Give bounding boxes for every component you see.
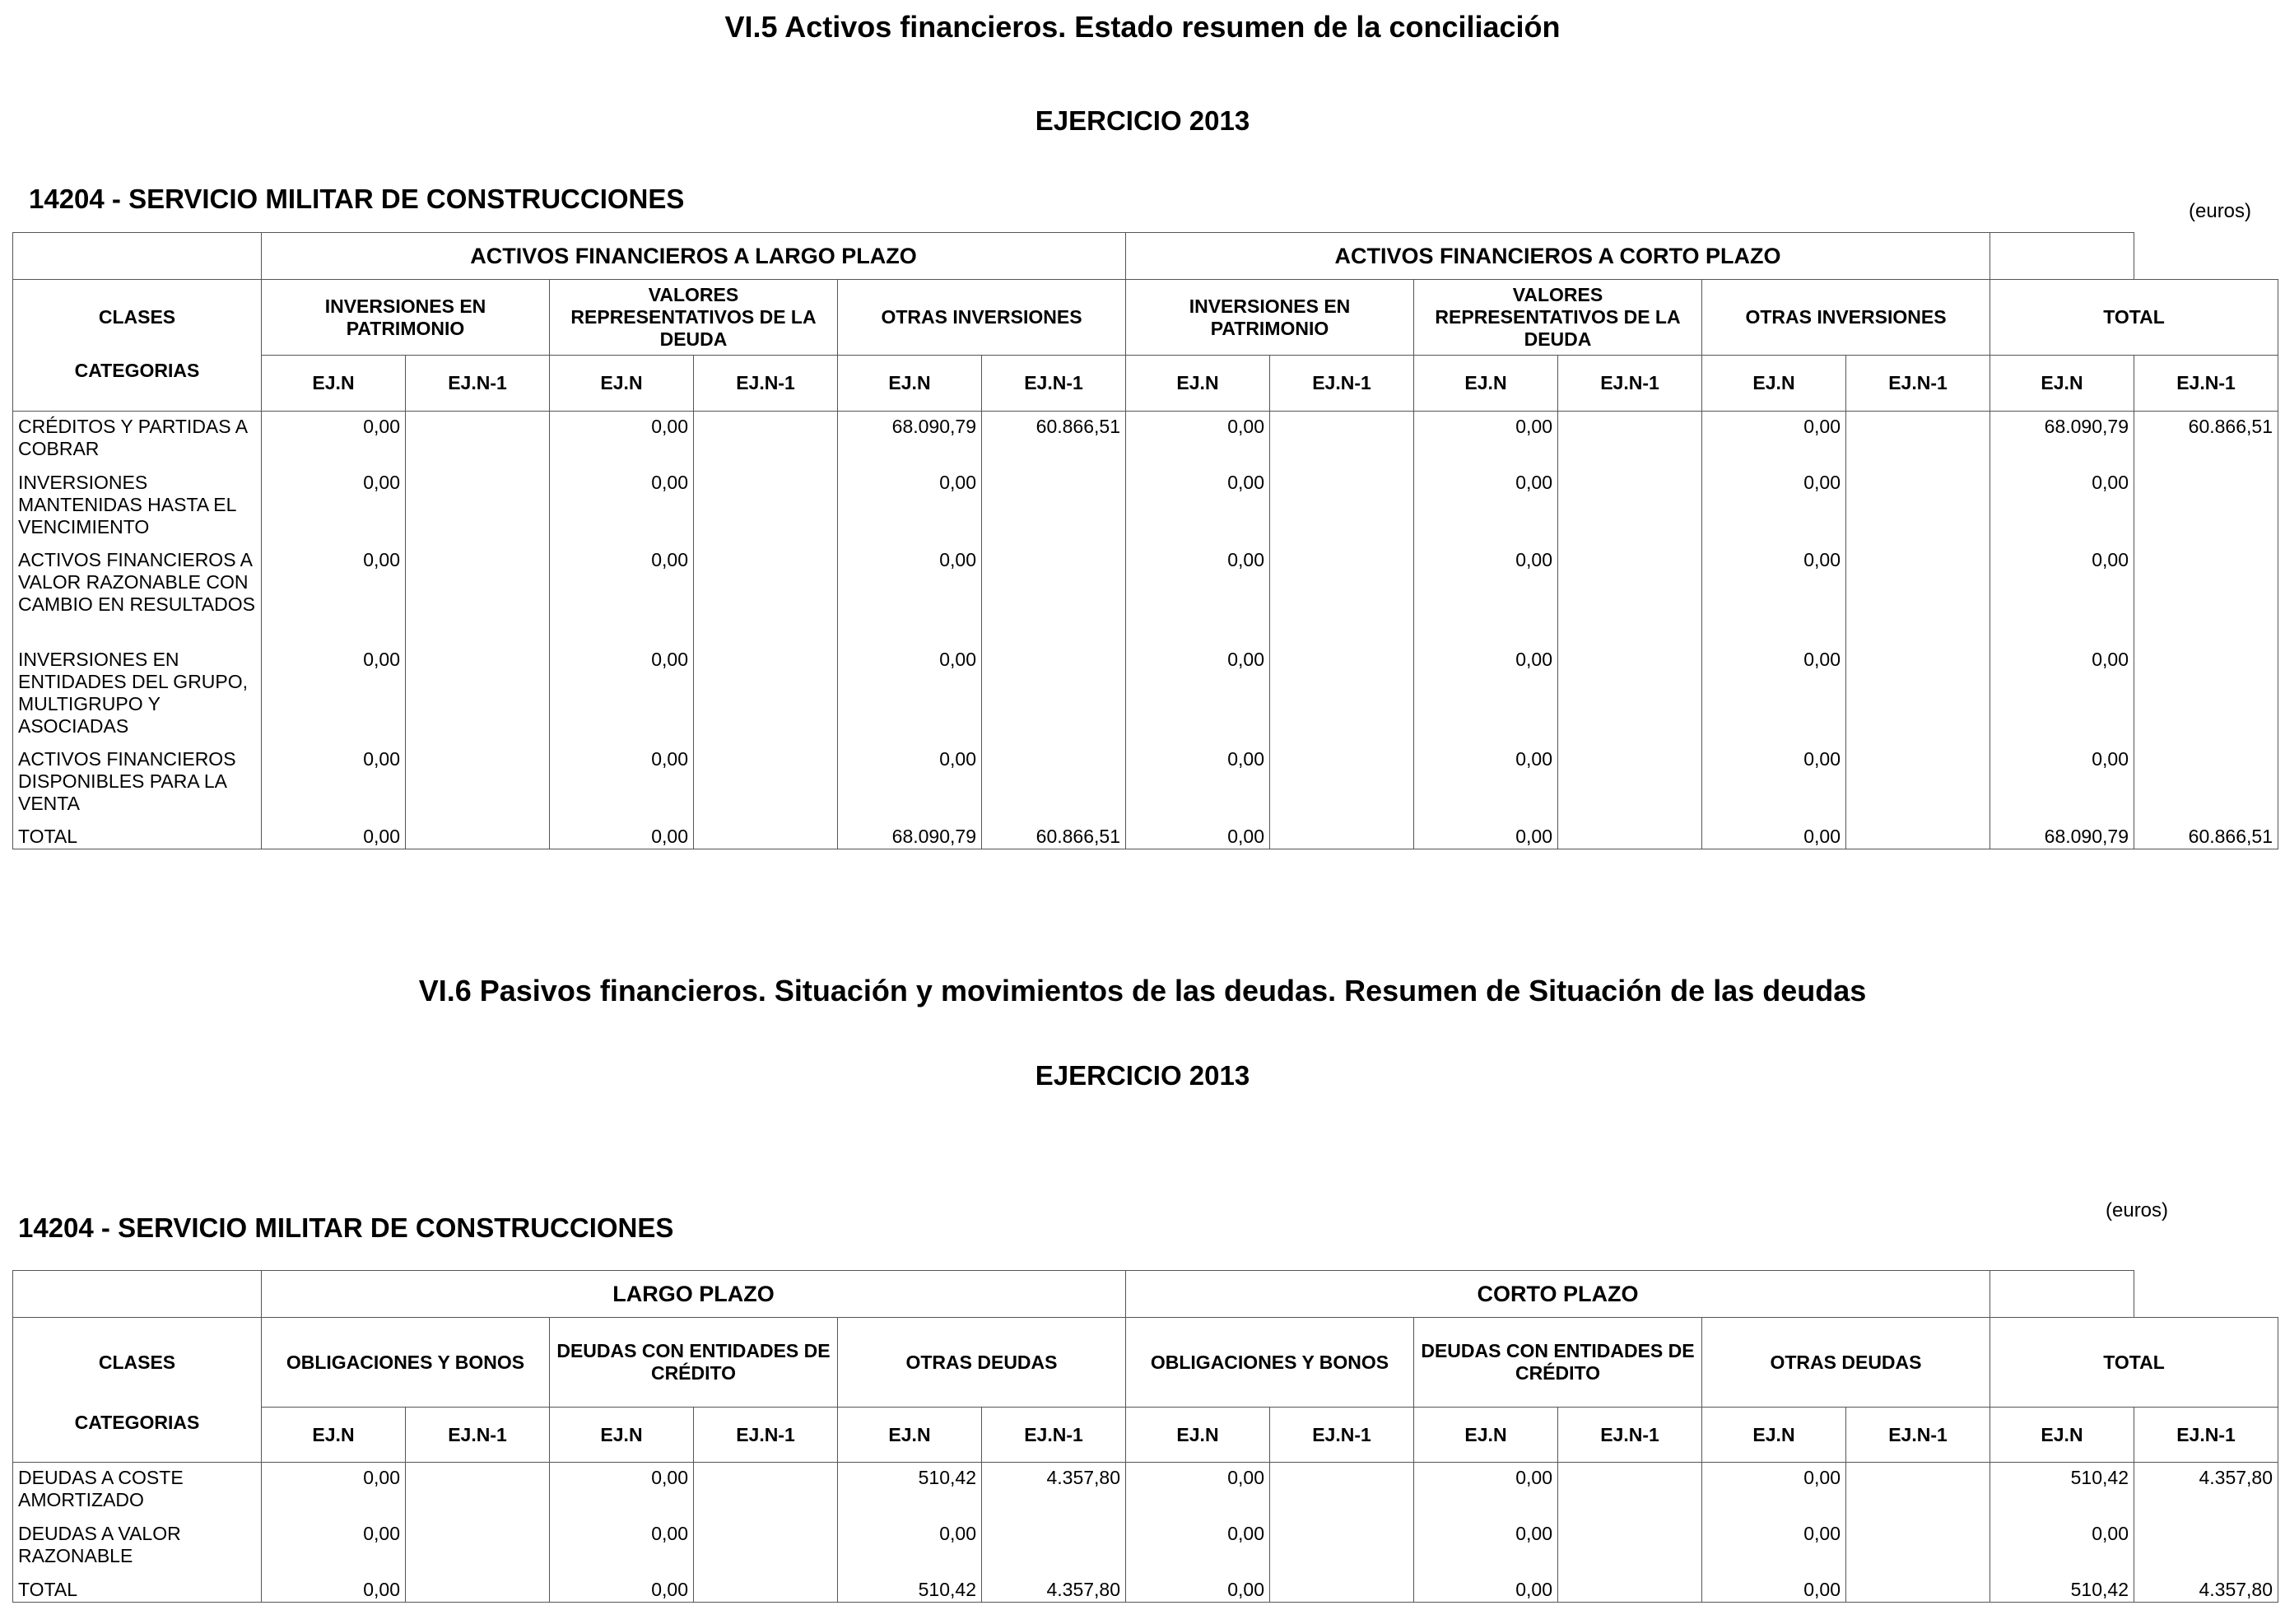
value-cell [1846, 545, 1990, 644]
value-cell [1558, 821, 1702, 849]
value-cell [1270, 1519, 1414, 1575]
value-cell [1270, 644, 1414, 744]
value-cell: 510,42 [1990, 1463, 2134, 1519]
value-cell: 0,00 [550, 744, 694, 821]
table-row [13, 1575, 2278, 1603]
value-cell: 0,00 [1702, 545, 1846, 644]
value-cell [406, 744, 550, 821]
corner-cell [13, 1271, 262, 1318]
group-header-corto-plazo: CORTO PLAZO [1126, 1271, 1990, 1318]
value-cell: 0,00 [838, 644, 982, 744]
row-label: INVERSIONES MANTENIDAS HASTA EL VENCIMIENTO [13, 468, 262, 545]
value-cell [982, 468, 1126, 545]
period-header: EJ.N-1 [694, 1408, 838, 1463]
value-cell: 60.866,51 [982, 412, 1126, 468]
value-cell: 68.090,79 [838, 412, 982, 468]
value-cell [1846, 1519, 1990, 1575]
value-cell [2134, 1519, 2278, 1575]
group-header-largo-plazo: LARGO PLAZO [262, 1271, 1126, 1318]
value-cell: 4.357,80 [2134, 1463, 2278, 1519]
class-header: DEUDAS CON ENTIDADES DE CRÉDITO [1414, 1318, 1702, 1408]
value-cell [694, 545, 838, 644]
value-cell: 0,00 [550, 412, 694, 468]
value-cell: 0,00 [262, 744, 406, 821]
period-header: EJ.N-1 [982, 1408, 1126, 1463]
value-cell [1558, 644, 1702, 744]
row-label: TOTAL [13, 1575, 262, 1603]
class-header-total: TOTAL [1990, 280, 2278, 356]
value-cell: 0,00 [550, 644, 694, 744]
value-cell: 0,00 [262, 1519, 406, 1575]
period-header: EJ.N [1126, 356, 1270, 412]
value-cell [1270, 468, 1414, 545]
value-cell [694, 412, 838, 468]
value-cell [1846, 744, 1990, 821]
value-cell [982, 1519, 1126, 1575]
value-cell: 4.357,80 [982, 1575, 1126, 1603]
value-cell [1846, 468, 1990, 545]
period-header: EJ.N [1702, 1408, 1846, 1463]
value-cell: 68.090,79 [1990, 821, 2134, 849]
total-group-header [1990, 1271, 2134, 1318]
value-cell [694, 1519, 838, 1575]
value-cell [1558, 1575, 1702, 1603]
value-cell: 60.866,51 [982, 821, 1126, 849]
table-row [13, 644, 2278, 744]
class-header: OTRAS DEUDAS [1702, 1318, 1990, 1408]
value-cell: 0,00 [1126, 1463, 1270, 1519]
period-header: EJ.N-1 [1846, 356, 1990, 412]
period-header: EJ.N [1414, 356, 1558, 412]
class-header: OTRAS DEUDAS [838, 1318, 1126, 1408]
table-row [13, 412, 2278, 468]
period-header: EJ.N [1414, 1408, 1558, 1463]
value-cell [1558, 1519, 1702, 1575]
value-cell [406, 468, 550, 545]
period-header: EJ.N-1 [2134, 1408, 2278, 1463]
value-cell: 4.357,80 [2134, 1575, 2278, 1603]
row-label: ACTIVOS FINANCIEROS DISPONIBLES PARA LA VENTA [13, 744, 262, 821]
value-cell: 0,00 [838, 1519, 982, 1575]
value-cell [1558, 545, 1702, 644]
value-cell: 0,00 [838, 744, 982, 821]
value-cell: 0,00 [838, 468, 982, 545]
class-header: INVERSIONES EN PATRIMONIO [262, 280, 550, 356]
value-cell [1846, 1463, 1990, 1519]
value-cell: 0,00 [262, 468, 406, 545]
class-header: OBLIGACIONES Y BONOS [1126, 1318, 1414, 1408]
value-cell: 0,00 [1414, 744, 1558, 821]
period-header: EJ.N-1 [1558, 1408, 1702, 1463]
value-cell: 0,00 [550, 1519, 694, 1575]
value-cell [2134, 644, 2278, 744]
value-cell [1270, 1575, 1414, 1603]
clases-header: CLASES [13, 1318, 262, 1408]
value-cell: 0,00 [550, 545, 694, 644]
value-cell [1846, 821, 1990, 849]
row-label: INVERSIONES EN ENTIDADES DEL GRUPO, MULTIGRUPO Y ASOCIADAS [13, 644, 262, 744]
value-cell: 0,00 [838, 545, 982, 644]
categorias-header: CATEGORIAS [13, 356, 262, 412]
value-cell [1270, 821, 1414, 849]
value-cell: 0,00 [1702, 1463, 1846, 1519]
clases-header: CLASES [13, 280, 262, 356]
vi6-entity: 14204 - SERVICIO MILITAR DE CONSTRUCCIONES [18, 1212, 674, 1243]
value-cell: 0,00 [1702, 412, 1846, 468]
vi6-title: VI.6 Pasivos financieros. Situación y movimientos de las deudas. Resumen de Situación de las deudas [418, 974, 1867, 1007]
value-cell [406, 644, 550, 744]
value-cell [406, 821, 550, 849]
value-cell: 0,00 [1990, 644, 2134, 744]
value-cell [1270, 744, 1414, 821]
value-cell [1270, 545, 1414, 644]
value-cell: 0,00 [1702, 1575, 1846, 1603]
value-cell: 68.090,79 [838, 821, 982, 849]
value-cell [694, 1463, 838, 1519]
table-row [13, 1463, 2278, 1519]
period-header: EJ.N-1 [406, 1408, 550, 1463]
total-group-header [1990, 233, 2134, 280]
value-cell [694, 821, 838, 849]
period-header: EJ.N-1 [1270, 1408, 1414, 1463]
period-header: EJ.N [1990, 1408, 2134, 1463]
value-cell: 0,00 [1414, 468, 1558, 545]
value-cell [1270, 412, 1414, 468]
period-header: EJ.N [550, 1408, 694, 1463]
value-cell: 0,00 [262, 1575, 406, 1603]
value-cell: 0,00 [262, 412, 406, 468]
value-cell [2134, 468, 2278, 545]
value-cell [694, 744, 838, 821]
value-cell: 0,00 [550, 468, 694, 545]
value-cell: 0,00 [1414, 644, 1558, 744]
value-cell: 0,00 [1702, 1519, 1846, 1575]
value-cell: 0,00 [1414, 1519, 1558, 1575]
class-header: INVERSIONES EN PATRIMONIO [1126, 280, 1414, 356]
period-header: EJ.N-1 [406, 356, 550, 412]
period-header: EJ.N [1990, 356, 2134, 412]
value-cell: 0,00 [1126, 1519, 1270, 1575]
value-cell: 4.357,80 [982, 1463, 1126, 1519]
value-cell [1558, 468, 1702, 545]
period-header: EJ.N [838, 1408, 982, 1463]
class-header: DEUDAS CON ENTIDADES DE CRÉDITO [550, 1318, 838, 1408]
class-header: OTRAS INVERSIONES [838, 280, 1126, 356]
table-row [13, 821, 2278, 849]
vi6-table [12, 1270, 2278, 1603]
value-cell: 0,00 [1414, 821, 1558, 849]
value-cell [1846, 644, 1990, 744]
period-header: EJ.N-1 [1846, 1408, 1990, 1463]
vi5-units: (euros) [2189, 200, 2252, 222]
vi6-units: (euros) [2106, 1199, 2169, 1221]
value-cell: 510,42 [838, 1463, 982, 1519]
value-cell: 0,00 [1126, 644, 1270, 744]
value-cell: 0,00 [1990, 744, 2134, 821]
value-cell: 0,00 [1702, 468, 1846, 545]
vi5-entity: 14204 - SERVICIO MILITAR DE CONSTRUCCIONES [29, 184, 685, 214]
value-cell [982, 545, 1126, 644]
value-cell [1270, 1463, 1414, 1519]
categorias-header: CATEGORIAS [13, 1408, 262, 1463]
period-header: EJ.N [838, 356, 982, 412]
value-cell: 0,00 [550, 821, 694, 849]
class-header-total: TOTAL [1990, 1318, 2278, 1408]
value-cell: 0,00 [1990, 468, 2134, 545]
vi5-exercise: EJERCICIO 2013 [1035, 105, 1250, 136]
value-cell [406, 1575, 550, 1603]
class-header: VALORES REPRESENTATIVOS DE LA DEUDA [550, 280, 838, 356]
value-cell: 60.866,51 [2134, 821, 2278, 849]
value-cell: 0,00 [1990, 1519, 2134, 1575]
period-header: EJ.N [550, 356, 694, 412]
value-cell: 68.090,79 [1990, 412, 2134, 468]
value-cell [1558, 744, 1702, 821]
value-cell [2134, 744, 2278, 821]
period-header: EJ.N-1 [2134, 356, 2278, 412]
row-label: ACTIVOS FINANCIEROS A VALOR RAZONABLE CON CAMBIO EN RESULTADOS [13, 545, 262, 644]
class-header: OBLIGACIONES Y BONOS [262, 1318, 550, 1408]
value-cell: 0,00 [1126, 412, 1270, 468]
value-cell: 0,00 [262, 644, 406, 744]
period-header: EJ.N-1 [694, 356, 838, 412]
value-cell [694, 1575, 838, 1603]
period-header: EJ.N [262, 356, 406, 412]
value-cell [406, 412, 550, 468]
class-header: OTRAS INVERSIONES [1702, 280, 1990, 356]
period-header: EJ.N-1 [1270, 356, 1414, 412]
value-cell: 0,00 [1990, 545, 2134, 644]
value-cell: 0,00 [1414, 545, 1558, 644]
table-row [13, 1519, 2278, 1575]
value-cell [1846, 1575, 1990, 1603]
row-label: CRÉDITOS Y PARTIDAS A COBRAR [13, 412, 262, 468]
vi5-table [12, 232, 2278, 849]
value-cell: 0,00 [1414, 412, 1558, 468]
table-row [13, 744, 2278, 821]
period-header: EJ.N-1 [1558, 356, 1702, 412]
value-cell: 510,42 [1990, 1575, 2134, 1603]
value-cell [406, 545, 550, 644]
value-cell [406, 1519, 550, 1575]
period-header: EJ.N [262, 1408, 406, 1463]
vi6-exercise: EJERCICIO 2013 [1035, 1060, 1250, 1091]
value-cell [982, 744, 1126, 821]
value-cell: 0,00 [1126, 744, 1270, 821]
value-cell [1558, 1463, 1702, 1519]
table-row [13, 545, 2278, 644]
vi5-title: VI.5 Activos financieros. Estado resumen de la conciliación [724, 10, 1561, 44]
group-header-largo-plazo: ACTIVOS FINANCIEROS A LARGO PLAZO [262, 233, 1126, 280]
value-cell: 510,42 [838, 1575, 982, 1603]
group-header-corto-plazo: ACTIVOS FINANCIEROS A CORTO PLAZO [1126, 233, 1990, 280]
value-cell: 0,00 [262, 821, 406, 849]
period-header: EJ.N [1702, 356, 1846, 412]
value-cell [694, 644, 838, 744]
value-cell [2134, 545, 2278, 644]
period-header: EJ.N [1126, 1408, 1270, 1463]
value-cell: 0,00 [1702, 744, 1846, 821]
value-cell: 0,00 [262, 545, 406, 644]
value-cell: 0,00 [1126, 1575, 1270, 1603]
value-cell [694, 468, 838, 545]
class-header: VALORES REPRESENTATIVOS DE LA DEUDA [1414, 280, 1702, 356]
value-cell: 0,00 [550, 1463, 694, 1519]
value-cell [982, 644, 1126, 744]
value-cell [1846, 412, 1990, 468]
value-cell: 0,00 [1702, 644, 1846, 744]
value-cell: 60.866,51 [2134, 412, 2278, 468]
value-cell: 0,00 [1126, 468, 1270, 545]
value-cell [1558, 412, 1702, 468]
row-label: TOTAL [13, 821, 262, 849]
value-cell: 0,00 [550, 1575, 694, 1603]
table-row [13, 468, 2278, 545]
value-cell: 0,00 [1414, 1575, 1558, 1603]
value-cell: 0,00 [262, 1463, 406, 1519]
value-cell: 0,00 [1126, 545, 1270, 644]
value-cell [406, 1463, 550, 1519]
period-header: EJ.N-1 [982, 356, 1126, 412]
corner-cell [13, 233, 262, 280]
row-label: DEUDAS A VALOR RAZONABLE [13, 1519, 262, 1575]
row-label: DEUDAS A COSTE AMORTIZADO [13, 1463, 262, 1519]
value-cell: 0,00 [1126, 821, 1270, 849]
value-cell: 0,00 [1414, 1463, 1558, 1519]
value-cell: 0,00 [1702, 821, 1846, 849]
